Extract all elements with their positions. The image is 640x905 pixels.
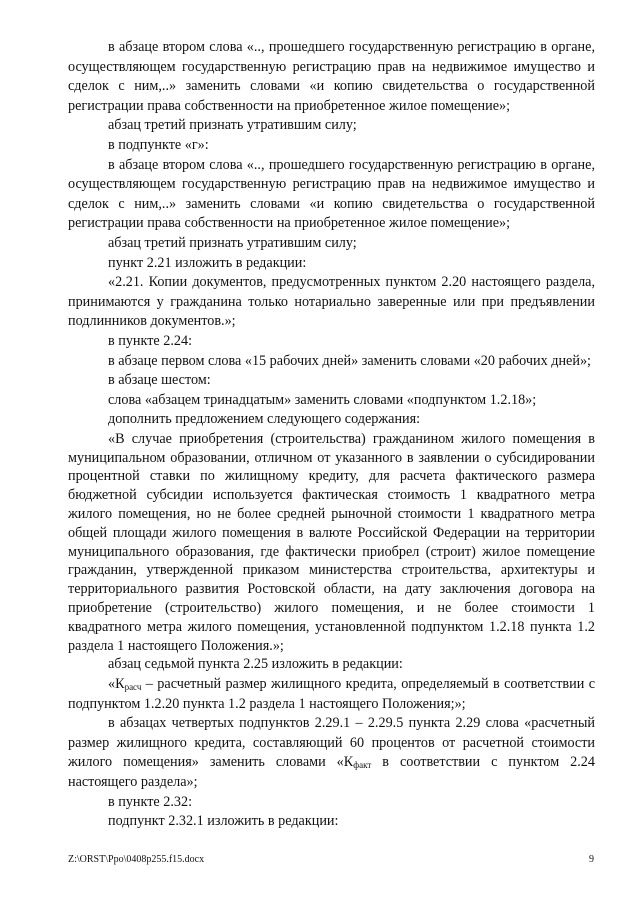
- kfakt-before: в абзацах четвертых подпунктов 2.29.1 – 2.29.5 пункта 2.29 слова «расчетный размер жилищного кредита, составляющий 60 процентов от расчетной стоимости жилого помещения» заменить словами «К: [68, 715, 595, 771]
- paragraph-5: абзац третий признать утратившим силу;: [108, 234, 357, 251]
- paragraph-2: абзац третий признать утратившим силу;: [108, 117, 357, 134]
- kfakt-subscript: факт: [353, 760, 372, 771]
- paragraph-3: в подпункте «г»:: [108, 136, 209, 153]
- paragraph-10: в абзаце шестом:: [108, 372, 211, 389]
- paragraph-tail-2: подпункт 2.32.1 изложить в редакции:: [108, 813, 339, 830]
- kfakt-after: в соответствии с пунктом 2.24 настоящего раздела»;: [68, 754, 595, 790]
- krast-subscript: расч: [124, 682, 142, 693]
- paragraph-14: абзац седьмой пункта 2.25 изложить в редакции:: [108, 656, 403, 673]
- paragraph-tail-1: в пункте 2.32:: [108, 793, 193, 810]
- page-number: 9: [589, 854, 594, 865]
- paragraph-13: «В случае приобретения (строительства) гражданином жилого помещения в муниципальном образовании, отличном от указанного в заявлении о субсидировании процентной ставки по жилищному кредиту, для расчета фактического размера бюджетной субсидии используется фактическая стоимость 1 квадратного метра жилого помещения, но не более средней рыночной стоимости 1 квадратного метра общей площади жилого помещения в валюте Российской Федерации на территории муниципального образования, где фактически приобрел (строит) жилое помещение гражданин, утвержденной приказом министерства строительства, архитектуры и территориального развития Ростовской области, на дату заключения договора на приобретение (строительство) жилого помещения, и не более стоимости 1 квадратного метра жилого помещения, установленной подпунктом 1.2.18 пункта 1.2 раздела 1 настоящего Положения.»;: [68, 430, 595, 654]
- page-footer: [68, 854, 594, 865]
- paragraph-7: «2.21. Копии документов, предусмотренных пунктом 2.20 настоящего раздела, принимаются у гражданина только нотариально заверенные или при предъявлении подлинников документов.»;: [68, 274, 595, 330]
- paragraph-1: в абзаце втором слова «.., прошедшего государственную регистрацию в органе, осуществляющем государственную регистрацию прав на недвижимое имущество и сделок с ним,..» заменить словами «и копию свидетельства о государственной регистрации права собственности на приобретенное жилое помещение»;: [68, 39, 595, 114]
- document-body: [68, 38, 595, 832]
- paragraph-krast: [68, 675, 595, 714]
- paragraph-12: дополнить предложением следующего содержания:: [108, 411, 421, 428]
- paragraph-kfakt: [68, 714, 595, 792]
- paragraph-4: в абзаце втором слова «.., прошедшего государственную регистрацию в органе, осуществляющем государственную регистрацию прав на недвижимое имущество и сделок с ним,..» заменить словами «и копию свидетельства о государственной регистрации права собственности на приобретенное жилое помещение»;: [68, 156, 595, 232]
- krast-open: «К: [108, 676, 125, 693]
- paragraph-6: пункт 2.21 изложить в редакции:: [108, 254, 307, 271]
- file-path: Z:\ORST\Ppo\0408p255.f15.docx: [68, 854, 205, 865]
- paragraph-9: в абзаце первом слова «15 рабочих дней» заменить словами «20 рабочих дней»;: [108, 352, 591, 369]
- paragraph-11: слова «абзацем тринадцатым» заменить словами «подпунктом 1.2.18»;: [108, 391, 537, 408]
- krast-rest: – расчетный размер жилищного кредита, определяемый в соответствии с подпунктом 1.2.20 пункта 1.2 раздела 1 настоящего Положения;»;: [68, 676, 595, 712]
- paragraph-8: в пункте 2.24:: [108, 332, 193, 349]
